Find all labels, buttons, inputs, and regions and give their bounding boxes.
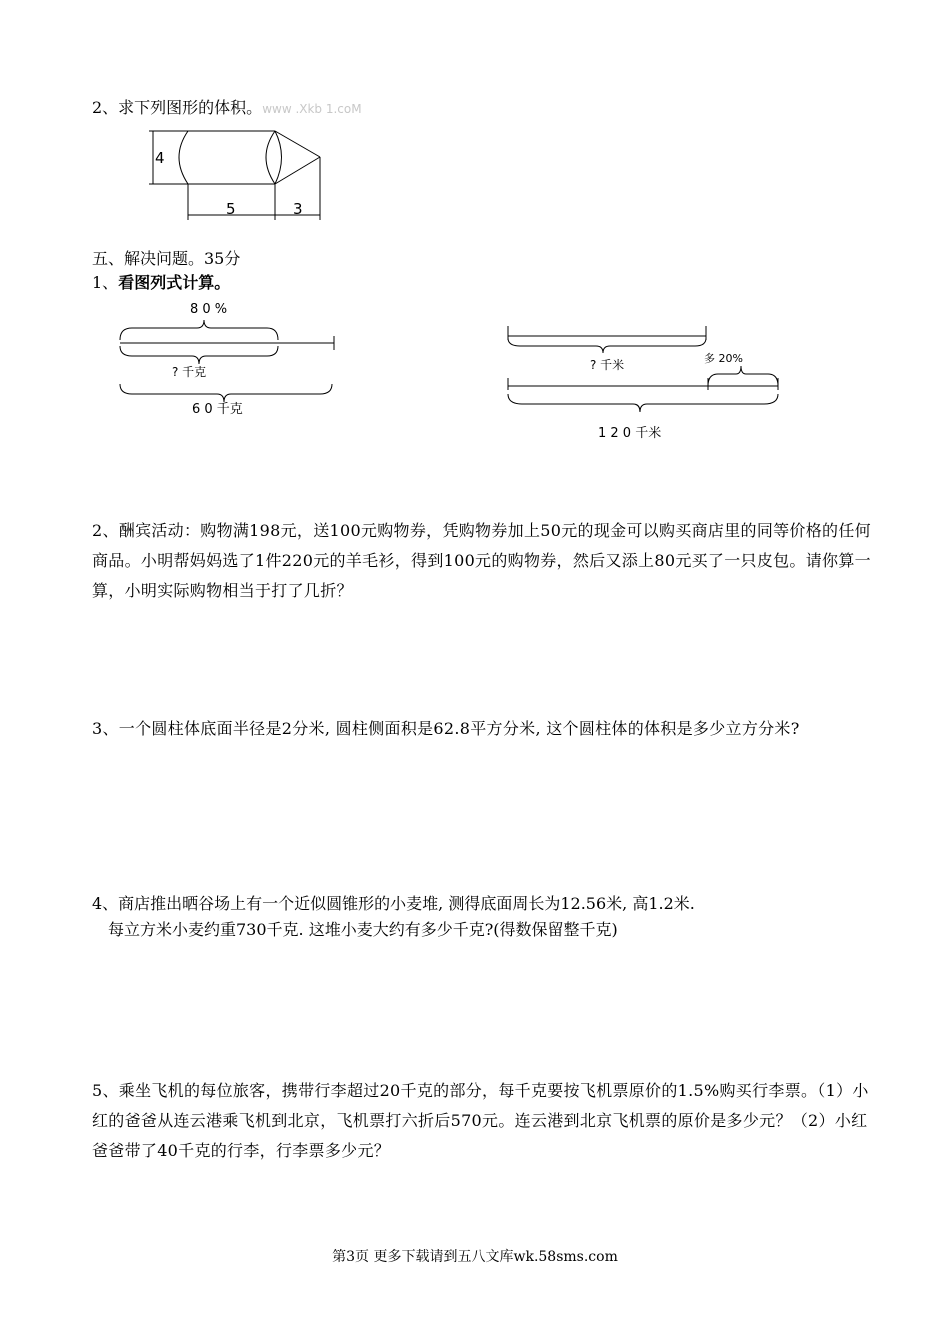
- section5-title: 五、解决问题。35分: [92, 249, 241, 268]
- brace-80-percent: [120, 320, 278, 340]
- dim-height: 4: [155, 149, 165, 167]
- distance-diagram: [500, 318, 790, 446]
- s5-q1-text: 看图列式计算。: [118, 273, 231, 292]
- label-120km: 1 2 0 千米: [598, 426, 662, 441]
- cylinder-right-ellipse: [266, 131, 282, 184]
- s5-q2-text: 2、酬宾活动：购物满198元，送100元购物券，凭购物券加上50元的现金可以购买商店里的同等价格的任何商品。小明帮妈妈选了1件220元的羊毛衫，得到100元的购物券，然后又添上80元买了一只皮包。请你算一算，小明实际购物相当于打了几折？: [92, 521, 871, 600]
- label-60kg: 6 0 千克: [192, 402, 243, 417]
- s5-q3-text: 3、一个圆柱体底面半径是2分米, 圆柱侧面积是62.8平方分米, 这个圆柱体的体积是多少立方分米?: [92, 719, 800, 738]
- dim-cyl-len: 5: [226, 200, 236, 218]
- s5-q4-line1: 4、商店推出晒谷场上有一个近似圆锥形的小麦堆, 测得底面周长为12.56米, 高1.2米.: [92, 894, 695, 913]
- page-footer: 第3页 更多下载请到五八文库wk.58sms.com: [332, 1249, 618, 1265]
- brace-20-percent: [708, 366, 778, 386]
- s5-q1-num: 1、: [92, 273, 119, 292]
- label-unknown-kg: ? 千克: [172, 365, 207, 379]
- dim-cone-len: 3: [293, 200, 303, 218]
- s5-q1-heading: [92, 273, 230, 293]
- watermark: www .Xkb 1.coM: [262, 102, 362, 116]
- label-unknown-km: ? 千米: [590, 358, 625, 372]
- brace-120km: [508, 394, 778, 412]
- brace-unknown-km: [508, 338, 706, 353]
- cylinder-left-arc: [179, 131, 188, 184]
- weight-diagram: [112, 296, 344, 420]
- brace-60kg: [120, 384, 332, 402]
- solid-figure: [140, 128, 340, 228]
- q2-heading: [92, 98, 362, 119]
- label-80-percent: 8 0 %: [190, 302, 228, 317]
- s5-q5-text: 5、乘坐飞机的每位旅客，携带行李超过20千克的部分，每千克要按飞机票原价的1.5%购买行李票。（1）小红的爸爸从连云港乘飞机到北京，飞机票打六折后570元。连云港到北京飞机票的原价是多少元？（2）小红爸爸带了40千克的行李，行李票多少元？: [92, 1081, 869, 1160]
- s5-q4-line2: 每立方米小麦约重730千克. 这堆小麦大约有多少千克?(得数保留整千克): [108, 920, 618, 939]
- label-more-20-percent: 多 20%: [704, 352, 743, 365]
- q2-label: 2、求下列图形的体积。: [92, 98, 263, 117]
- brace-unknown-kg: [120, 346, 278, 364]
